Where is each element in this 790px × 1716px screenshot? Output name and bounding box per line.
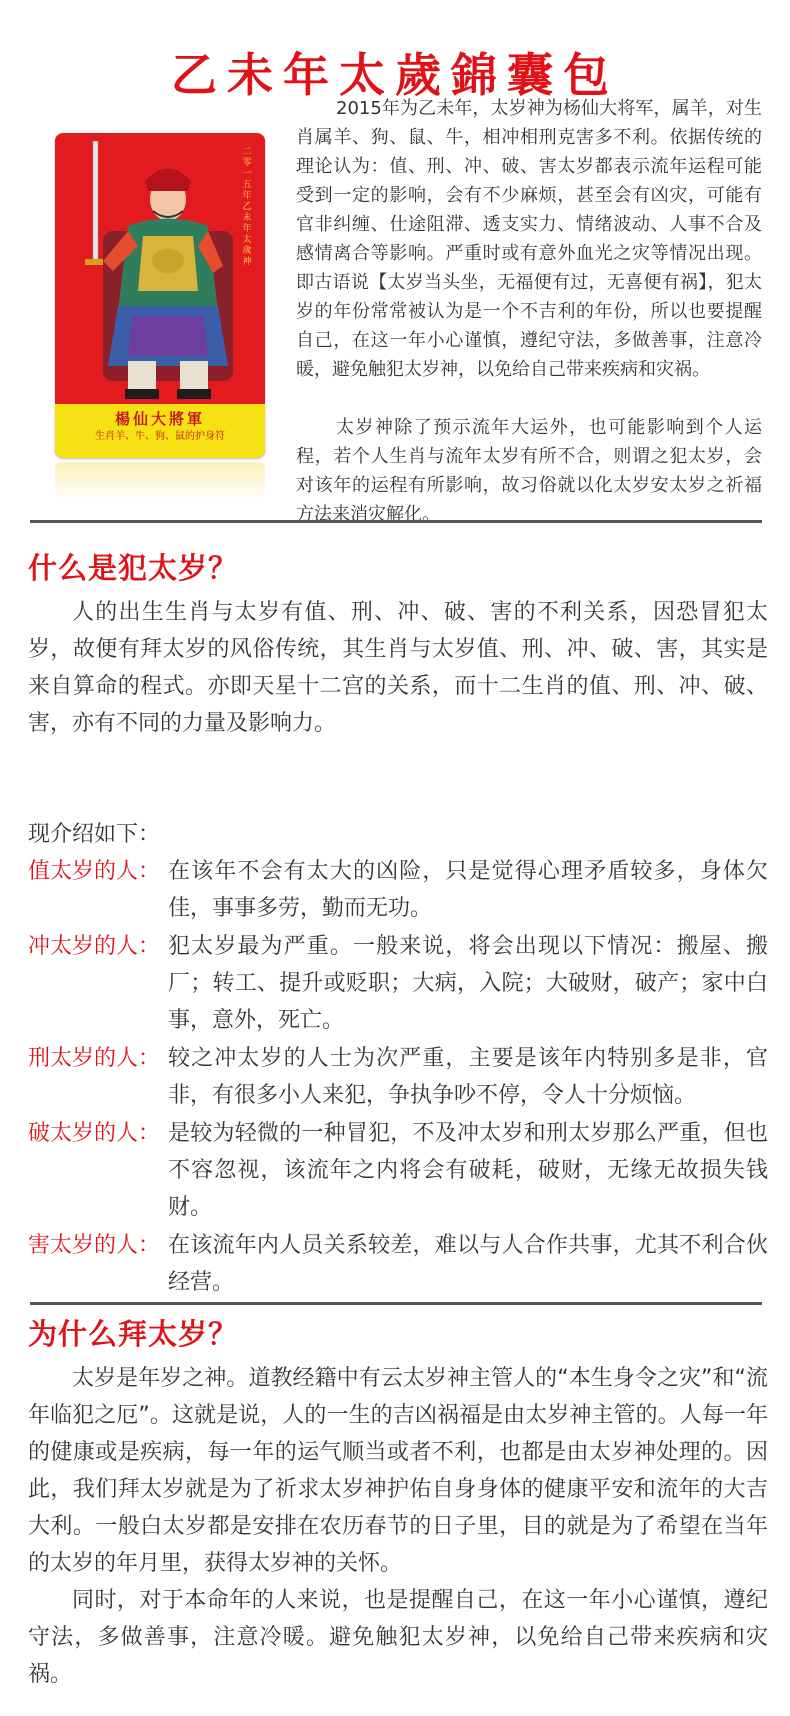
section-divider <box>30 1302 762 1305</box>
body-paragraph: 人的出生生肖与太岁有值、刑、冲、破、害的不利关系，因恐冒犯太岁，故便有拜太岁的风俗传统，其生肖与太岁值、刑、冲、破、害，其实是来自算命的程式。亦即天星十二宫的关系，而十二生肖的值、刑、冲、破、害，亦有不同的力量及影响力。 <box>28 600 768 736</box>
card-subtitle: 生肖羊、牛、狗、鼠的护身符 <box>95 431 225 442</box>
definition-term: 害太岁的人： <box>28 1233 161 1258</box>
intro-text <box>296 94 762 529</box>
section1-paragraph <box>28 594 768 742</box>
definition-term: 值太岁的人： <box>28 859 161 884</box>
definition-desc: 在该流年内人员关系较差，难以与人合作共事，尤其不利合伙经营。 <box>168 1233 768 1295</box>
definition-desc: 在该年不会有太大的凶险，只是觉得心理矛盾较多，身体欠佳，事事多劳，勤而无功。 <box>168 859 768 921</box>
list-item <box>28 853 768 927</box>
body-paragraph: 同时，对于本命年的人来说，也是提醒自己，在这一年小心谨慎，遵纪守法，多做善事，注意冷暖。避免触犯太岁神，以免给自己带来疾病和灾祸。 <box>28 1588 768 1687</box>
section2-text <box>28 1360 768 1693</box>
list-item <box>28 1040 768 1114</box>
definition-desc: 是较为轻微的一种冒犯，不及冲太岁和刑太岁那么严重，但也不容忽视，该流年之内将会有破耗，破财，无缘无故损失钱财。 <box>168 1121 768 1220</box>
intro-paragraph: 2015年为乙未年，太岁神为杨仙大将军，属羊，对生肖属羊、狗、鼠、牛，相冲相刑克害多不利。依据传统的理论认为：值、刑、冲、破、害太岁都表示流年运程可能受到一定的影响，会有不少麻烦，甚至会有凶灾，可能有官非纠缠、仕途阻滞、透支实力、情绪波动、人事不合及感情离合等影响。严重时或有意外血光之灾等情况出现。即古语说【太岁当头坐，无福便有过，无喜便有祸】，犯太岁的年份常常被认为是一个不吉利的年份，所以也要提醒自己，在这一年小心谨慎，遵纪守法，多做善事，注意冷暖，避免触犯太岁神，以免给自己带来疾病和灾祸。 <box>296 98 762 380</box>
list-item <box>28 1115 768 1226</box>
list-item <box>28 1227 768 1301</box>
definition-desc: 较之冲太岁的人士为次严重，主要是该年内特别多是非，官非，有很多小人来犯，争执争吵不停，令人十分烦恼。 <box>168 1046 768 1108</box>
definition-term: 刑太岁的人： <box>28 1046 161 1071</box>
definition-term: 冲太岁的人： <box>28 934 161 959</box>
tai-sui-card-image <box>55 133 265 458</box>
card-vertical-text: 二零一五年乙未年太歲神 <box>242 147 252 267</box>
intro-paragraph: 太岁神除了预示流年大运外，也可能影响到个人运程，若个人生肖与流年太岁有所不合，则谓之犯太岁，会对该年的运程有所影响，故习俗就以化太岁安太岁之祈福方法来消灾解化。 <box>296 417 762 525</box>
general-figure-illustration <box>73 141 243 403</box>
list-item <box>28 928 768 1039</box>
section-divider <box>30 520 762 523</box>
card-name-band <box>55 404 265 458</box>
section-heading-why-worship: 为什么拜太岁？ <box>28 1317 239 1351</box>
page-title: 乙未年太歲錦囊包 <box>171 47 619 102</box>
card-name: 楊仙大將軍 <box>114 410 205 428</box>
definition-term: 破太岁的人： <box>28 1121 161 1146</box>
definition-desc: 犯太岁最为严重。一般来说，将会出现以下情况：搬屋、搬厂；转工、提升或贬职；大病，入院；大破财，破产；家中白事，意外，死亡。 <box>168 934 768 1033</box>
list-intro: 现介绍如下： <box>28 822 161 847</box>
body-paragraph: 太岁是年岁之神。道教经籍中有云太岁神主管人的“本生身令之灾”和“流年临犯之厄”。这就是说，人的一生的吉凶祸福是由太岁神主管的。人每一年的健康或是疾病，每一年的运气顺当或者不利，也都是由太岁神处理的。因此，我们拜太岁就是为了祈求太岁神护佑自身身体的健康平安和流年的大吉大利。一般白太岁都是安排在农历春节的日子里，目的就是为了希望在当年的太岁的年月里，获得太岁神的关怀。 <box>28 1366 768 1576</box>
definition-list <box>28 853 768 1302</box>
section-heading-what-is: 什么是犯太岁？ <box>28 551 239 585</box>
card-reflection <box>55 462 265 502</box>
